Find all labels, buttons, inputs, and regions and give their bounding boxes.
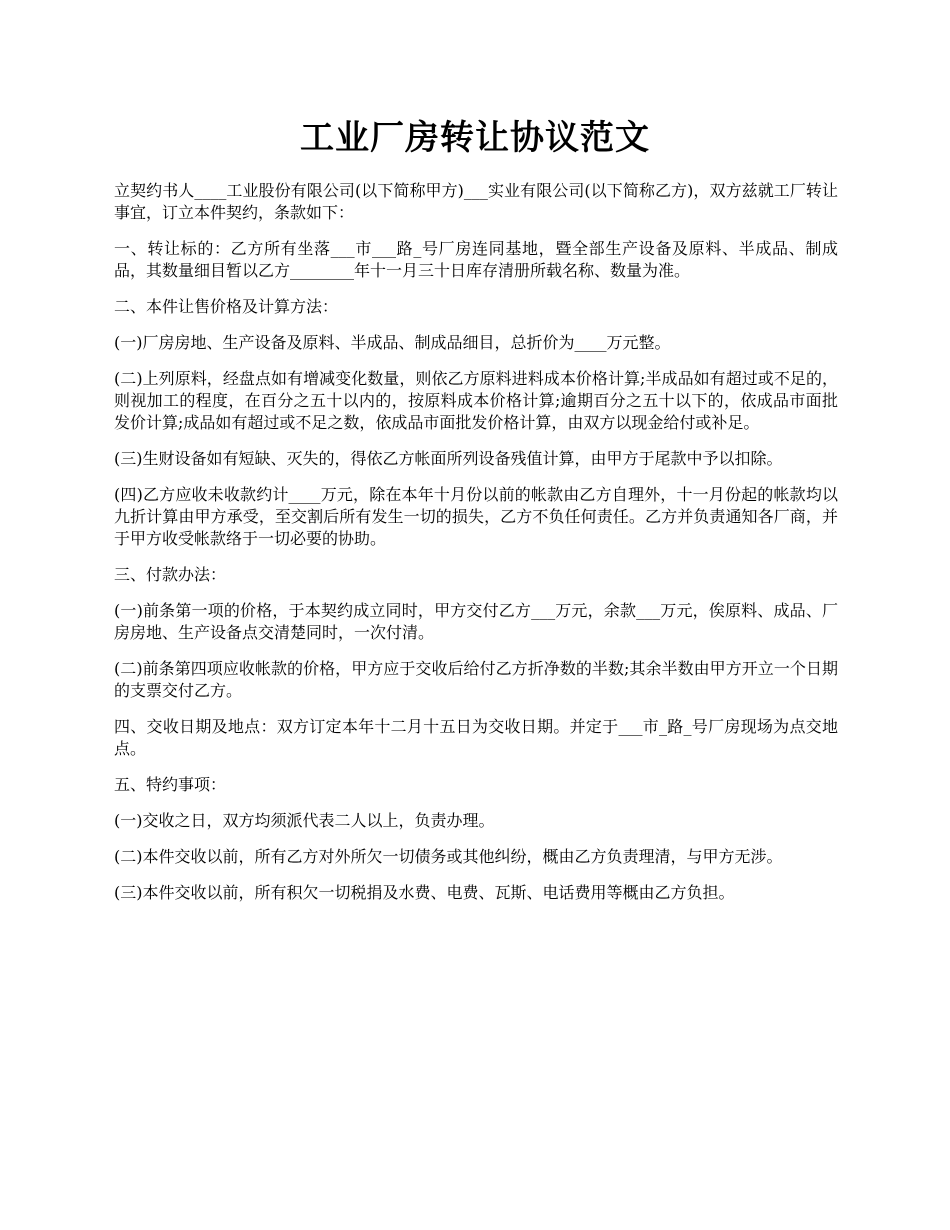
paragraph-clause-5-heading: 五、特约事项： — [114, 775, 227, 794]
paragraph-clause-3-heading: 三、付款办法： — [114, 565, 227, 584]
paragraph-clause-5-3: (三)本件交收以前，所有积欠一切税捐及水费、电费、瓦斯、电话费用等概由乙方负担。 — [114, 883, 735, 902]
paragraph-clause-4: 四、交收日期及地点：双方订定本年十二月十五日为交收日期。并定于___市_路_号厂房现场为点交地点。 — [114, 717, 838, 758]
paragraph-clause-2-1: (一)厂房房地、生产设备及原料、半成品、制成品细目，总折价为____万元整。 — [114, 333, 671, 352]
paragraph-clause-2-4: (四)乙方应收未收款约计____万元，除在本年十月份以前的帐款由乙方自理外，十一月份起的帐款均以九折计算由甲方承受，至交割后所有发生一切的损失，乙方不负任何责任。乙方并负责通知各厂商，并于甲方收受帐款络于一切必要的协助。 — [114, 485, 838, 548]
paragraph-parties: 立契约书人____工业股份有限公司(以下简称甲方)___实业有限公司(以下简称乙方)，双方兹就工厂转让事宜，订立本件契约，条款如下： — [114, 181, 838, 222]
paragraph-clause-3-2: (二)前条第四项应收帐款的价格，甲方应于交收后给付乙方折净数的半数;其余半数由甲方开立一个日期的支票交付乙方。 — [114, 659, 838, 700]
paragraph-clause-3-1: (一)前条第一项的价格，于本契约成立同时，甲方交付乙方___万元，余款___万元，俟原料、成品、厂房房地、生产设备点交清楚同时，一次付清。 — [114, 601, 838, 642]
paragraph-clause-1: 一、转让标的：乙方所有坐落___市___路_号厂房连同基地，暨全部生产设备及原料、半成品、制成品，其数量细目暂以乙方________年十一月三十日库存清册所载名称、数量为准。 — [114, 239, 838, 280]
paragraph-clause-2-heading: 二、本件让售价格及计算方法： — [114, 297, 339, 316]
paragraph-clause-5-2: (二)本件交收以前，所有乙方对外所欠一切债务或其他纠纷，概由乙方负责理清，与甲方无涉。 — [114, 847, 783, 866]
document-body — [114, 180, 838, 918]
paragraph-clause-5-1: (一)交收之日，双方均须派代表二人以上，负责办理。 — [114, 811, 495, 830]
document-title: 工业厂房转让协议范文 — [300, 118, 650, 158]
paragraph-clause-2-3: (三)生财设备如有短缺、灭失的，得依乙方帐面所列设备残值计算，由甲方于尾款中予以扣除。 — [114, 449, 783, 468]
paragraph-clause-2-2: (二)上列原料，经盘点如有增减变化数量，则依乙方原料进料成本价格计算;半成品如有超过或不足的，则视加工的程度，在百分之五十以内的，按原料成本价格计算;逾期百分之五十以下的，依成品市面批发价计算;成品如有超过或不足之数，依成品市面批发价格计算，由双方以现金给付或补足。 — [114, 369, 838, 432]
